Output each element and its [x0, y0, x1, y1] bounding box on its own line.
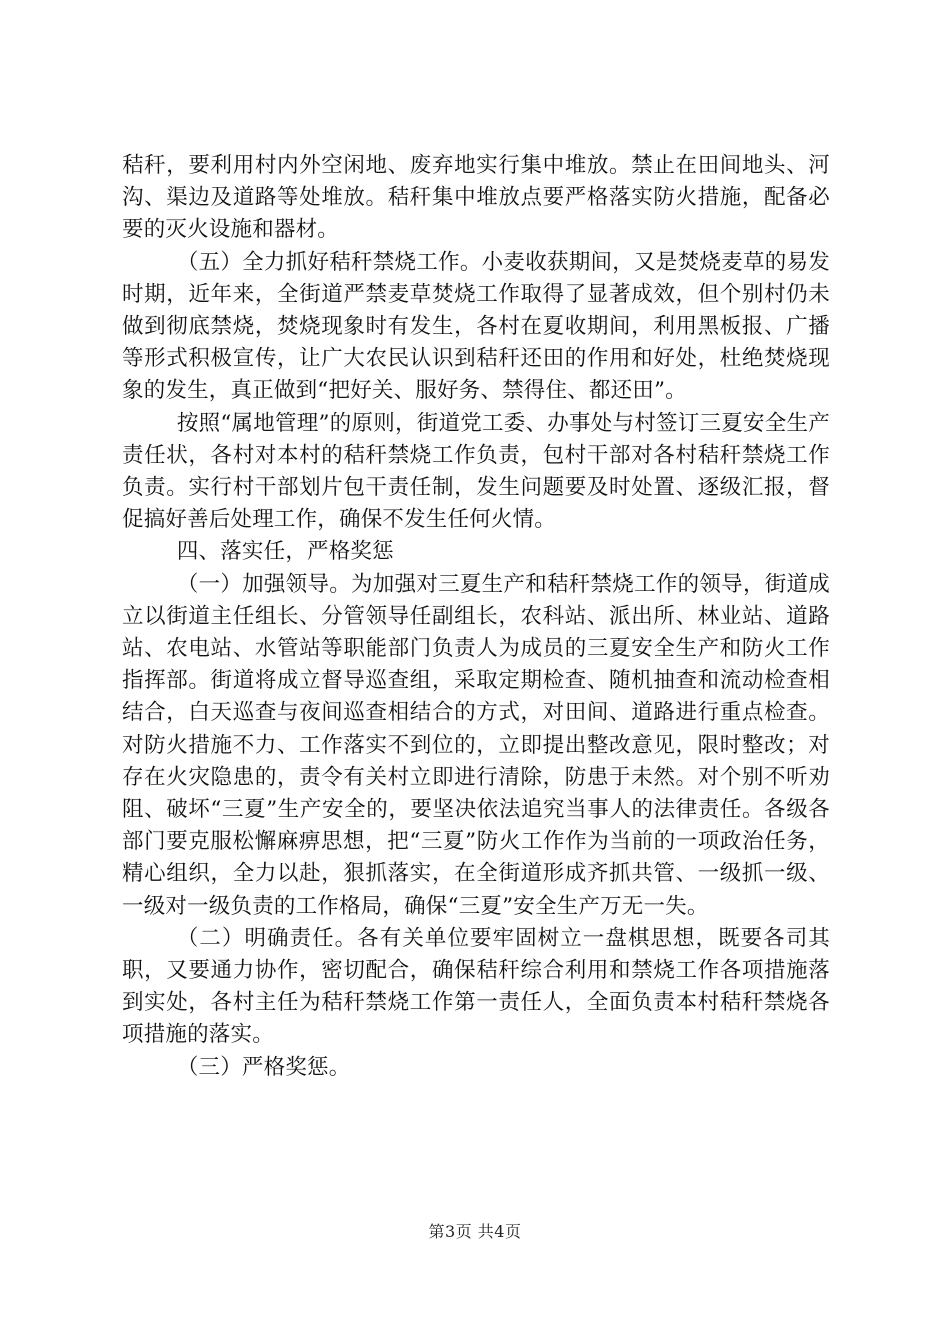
- paragraph-straw-stacking: 秸秆，要利用村内外空闲地、废弃地实行集中堆放。禁止在田间地头、河沟、渠边及道路等处堆放。秸秆集中堆放点要严格落实防火措施，配备必要的灭火设施和器材。: [122, 153, 830, 243]
- page-number-footer: 第3页 共4页: [428, 1222, 522, 1241]
- paragraph-strengthen-leadership: （一）加强领导。为加强对三夏生产和秸秆禁烧工作的领导，街道成立以街道主任组长、分管领导任副组长，农科站、派出所、林业站、道路站、农电站、水管站等职能部门负责人为成员的三夏安全生产和防火工作指挥部。街道将成立督导巡查组，采取定期检查、随机抽查和流动检查相结合，白天巡查与夜间巡查相结合的方式，对田间、道路进行重点检查。对防火措施不力、工作落实不到位的，立即提出整改意见，限时整改；对存在火灾隐患的，责令有关村立即进行清除，防患于未然。对个别不听劝阻、破坏“三夏”生产安全的，要坚决依法追究当事人的法律责任。各级各部门要克服松懈麻痹思想，把“三夏”防火工作作为当前的一项政治任务，精心组织，全力以赴，狠抓落实，在全街道形成齐抓共管、一级抓一级、一级对一级负责的工作格局，确保“三夏”安全生产万无一失。: [122, 571, 830, 919]
- paragraph-clarify-responsibility: （二）明确责任。各有关单位要牢固树立一盘棋思想，既要各司其职，又要通力协作，密切配合，确保秸秆综合利用和禁烧工作各项措施落到实处，各村主任为秸秆禁烧工作第一责任人，全面负责本村秸秆禁烧各项措施的落实。: [122, 925, 830, 1048]
- paragraph-straw-burning-ban: （五）全力抓好秸秆禁烧工作。小麦收获期间，又是焚烧麦草的易发时期，近年来，全街道严禁麦草焚烧工作取得了显著成效，但个别村仍未做到彻底禁烧，焚烧现象时有发生，各村在夏收期间，利用黑板报、广播等形式积极宣传，让广大农民认识到秸秆还田的作用和好处，杜绝焚烧现象的发生，真正做到“把好关、服好务、禁得住、都还田”。: [122, 249, 830, 404]
- paragraph-rewards-penalties: （三）严格奖惩。: [176, 1054, 351, 1080]
- paragraph-territorial-management: 按照“属地管理”的原则，街道党工委、办事处与村签订三夏安全生产责任状，各村对本村的秸秆禁烧工作负责，包村干部对各村秸秆禁烧工作负责。实行村干部划片包干责任制，发生问题要及时处置、逐级汇报，督促搞好善后处理工作，确保不发生任何火情。: [122, 410, 830, 533]
- section-heading-responsibility: 四、落实任，严格奖惩: [176, 539, 394, 565]
- document-body: [122, 150, 830, 1084]
